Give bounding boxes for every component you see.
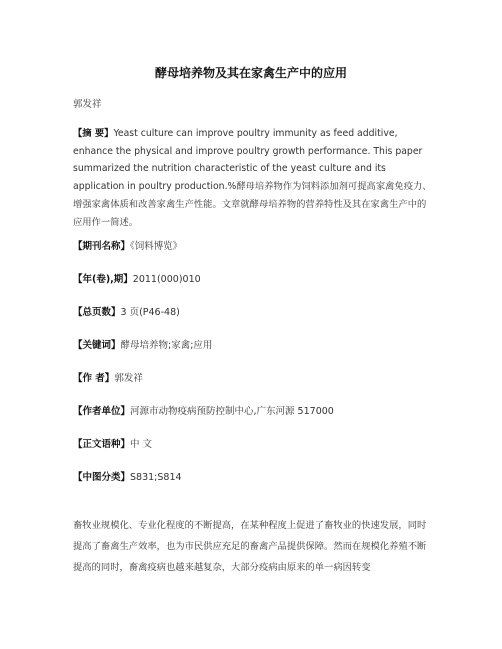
document-title: 酵母培养物及其在家禽生产中的应用 [154, 66, 347, 80]
meta-classification [73, 469, 182, 483]
abstract-text: Yeast culture can improve poultry immunity as feed additive, enhance the physical and improve poultry growth performance. This paper summarized the nutrition characteristic of the yeast culture and its application in poultry production.%酵母培养物作为饲料添加剂可提高家禽免疫力、增强家禽体质和改善家禽生产性能。文章就酵母培养物的营养特性及其在家禽生产中的应用作一简述。 [73, 128, 432, 228]
body-paragraph: 畜牧业规模化、专业化程度的不断提高，在某种程度上促进了畜牧业的快速发展，同时提高了畜禽生产效率，也为市民供应充足的畜禽产品提供保障。然而在规模化养殖不断提高的同时，畜禽疫病也越来越复杂，大部分疫病由原来的单一病因转变 [73, 520, 427, 573]
abstract-label: 【摘 要】 [73, 128, 114, 139]
meta-value: S831;S814 [130, 472, 182, 483]
meta-label: 【关键词】 [73, 340, 121, 351]
meta-value: 郭发祥 [114, 373, 143, 384]
meta-label: 【年(卷),期】 [73, 274, 133, 285]
meta-author [73, 370, 143, 384]
meta-label: 【正文语种】 [73, 439, 131, 450]
meta-keywords [73, 337, 212, 351]
abstract [73, 125, 433, 231]
meta-value: 酵母培养物;家禽;应用 [120, 340, 213, 351]
meta-language [73, 436, 152, 450]
meta-label: 【作 者】 [73, 373, 115, 384]
meta-label: 【期刊名称】 [73, 241, 131, 252]
meta-value: 3 页(P46-48) [120, 307, 180, 318]
meta-value: 2011(000)010 [132, 274, 201, 285]
meta-value: 《饲料博览》 [130, 241, 183, 252]
author-name: 郭发祥 [73, 99, 102, 110]
meta-pages [73, 304, 180, 318]
meta-label: 【中图分类】 [73, 472, 131, 483]
meta-journal [73, 238, 182, 252]
meta-value: 中 文 [130, 439, 153, 450]
meta-label: 【总页数】 [73, 307, 121, 318]
meta-label: 【作者单位】 [73, 406, 131, 417]
meta-value: 河源市动物疫病预防控制中心,广东河源 517000 [130, 406, 334, 417]
meta-year-issue [73, 271, 201, 285]
meta-affiliation [73, 403, 334, 417]
